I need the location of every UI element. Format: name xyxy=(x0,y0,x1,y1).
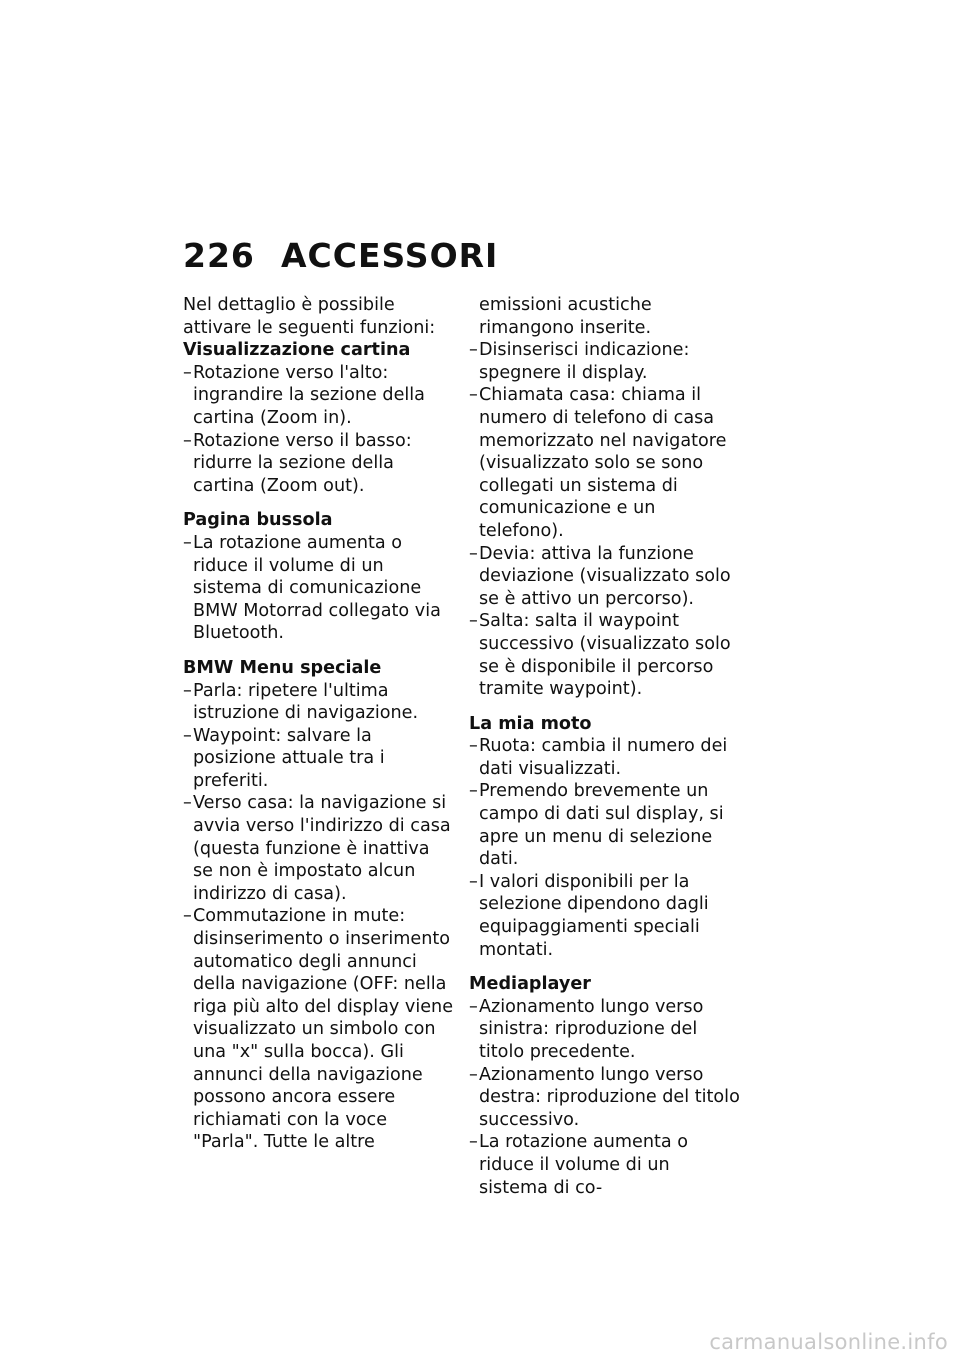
list-pagina-bussola xyxy=(183,532,455,645)
list-item: – I valori disponibili per la selezione dipendono dagli equipaggiamenti speciali montati. xyxy=(469,871,709,960)
list-item: – Parla: ripetere l'ultima istruzione di navigazione. xyxy=(183,680,419,724)
dash-bullet: – xyxy=(183,793,192,814)
dash-bullet: – xyxy=(469,340,478,361)
section-heading-la-mia-moto: La mia moto xyxy=(469,713,592,734)
page-title: ACCESSORI xyxy=(281,236,499,275)
list-item: – Azionamento lungo verso destra: riproduzione del titolo successivo. xyxy=(469,1064,740,1130)
list-item: – Commutazione in mute: disinserimento o inserimento automatico degli annunci della navigazione (OFF: nella riga più alto del display viene visualizzato un simbolo con una "x" sulla bocca). Gli annunci della navigazione possono ancora essere richiamati con la voce "Parla". Tutte le altre xyxy=(183,906,454,1153)
list-item: – Verso casa: la navigazione si avvia verso l'indirizzo di casa (questa funzione è inattiva se non è impostato alcun indirizzo di casa). xyxy=(183,793,451,904)
dash-bullet: – xyxy=(469,1132,478,1153)
list-item: – La rotazione aumenta o riduce il volume di un sistema di co- xyxy=(469,1132,689,1198)
dash-bullet: – xyxy=(183,680,192,701)
section-heading-visualizzazione-cartina: Visualizzazione cartina xyxy=(183,340,411,361)
dash-bullet: – xyxy=(469,871,478,892)
dash-bullet: – xyxy=(469,996,478,1017)
dash-bullet: – xyxy=(183,430,192,451)
list-bmw-menu-speciale xyxy=(183,680,455,1154)
list-item: – Salta: salta il waypoint successivo (visualizzato solo se è disponibile il percorso tramite waypoint). xyxy=(469,611,731,700)
list-item: – Ruota: cambia il numero dei dati visualizzati. xyxy=(469,736,728,779)
section-heading-mediaplayer: Mediaplayer xyxy=(469,974,591,995)
list-mediaplayer xyxy=(469,996,741,1199)
list-item: – Waypoint: salvare la posizione attuale tra i preferiti. xyxy=(183,725,385,791)
left-column xyxy=(183,294,455,1154)
dash-bullet: – xyxy=(469,543,478,564)
list-la-mia-moto xyxy=(469,735,741,961)
section-heading-bmw-menu-speciale: BMW Menu speciale xyxy=(183,657,382,678)
dash-bullet: – xyxy=(183,532,192,553)
list-item: – Rotazione verso il basso: ridurre la sezione della cartina (Zoom out). xyxy=(183,430,412,496)
dash-bullet: – xyxy=(183,362,192,383)
page-number: 226 xyxy=(183,236,255,275)
list-item: – La rotazione aumenta o riduce il volume di un sistema di comunicazione BMW Motorrad collegato via Bluetooth. xyxy=(183,532,441,644)
dash-bullet: – xyxy=(183,725,192,746)
list-item: – Disinserisci indicazione: spegnere il display. xyxy=(469,340,690,383)
dash-bullet: – xyxy=(469,781,478,802)
dash-bullet: – xyxy=(469,385,478,406)
dash-bullet: – xyxy=(183,906,192,927)
list-item: – Premendo brevemente un campo di dati sul display, si apre un menu di selezione dati. xyxy=(469,781,724,870)
page-header xyxy=(183,236,498,275)
dash-bullet: – xyxy=(469,611,478,632)
intro-text: Nel dettaglio è possibile attivare le seguenti funzioni: xyxy=(183,295,436,338)
section-heading-pagina-bussola: Pagina bussola xyxy=(183,510,333,531)
list-visualizzazione-cartina xyxy=(183,362,455,498)
right-column xyxy=(469,294,741,1199)
list-item: – Devia: attiva la funzione deviazione (visualizzato solo se è attivo un percorso). xyxy=(469,543,731,609)
dash-bullet: – xyxy=(469,736,478,757)
continued-text: emissioni acustiche rimangono inserite. xyxy=(479,295,652,338)
list-item: – Rotazione verso l'alto: ingrandire la sezione della cartina (Zoom in). xyxy=(183,362,425,428)
list-menu-speciale-continued xyxy=(469,339,741,701)
watermark-link[interactable]: carmanualsonline.info xyxy=(709,1330,948,1354)
dash-bullet: – xyxy=(469,1064,478,1085)
list-item: – Chiamata casa: chiama il numero di telefono di casa memorizzato nel navigatore (visualizzato solo se sono collegati un sistema di comunicazione e un telefono). xyxy=(469,385,727,541)
list-item: – Azionamento lungo verso sinistra: riproduzione del titolo precedente. xyxy=(469,996,704,1062)
